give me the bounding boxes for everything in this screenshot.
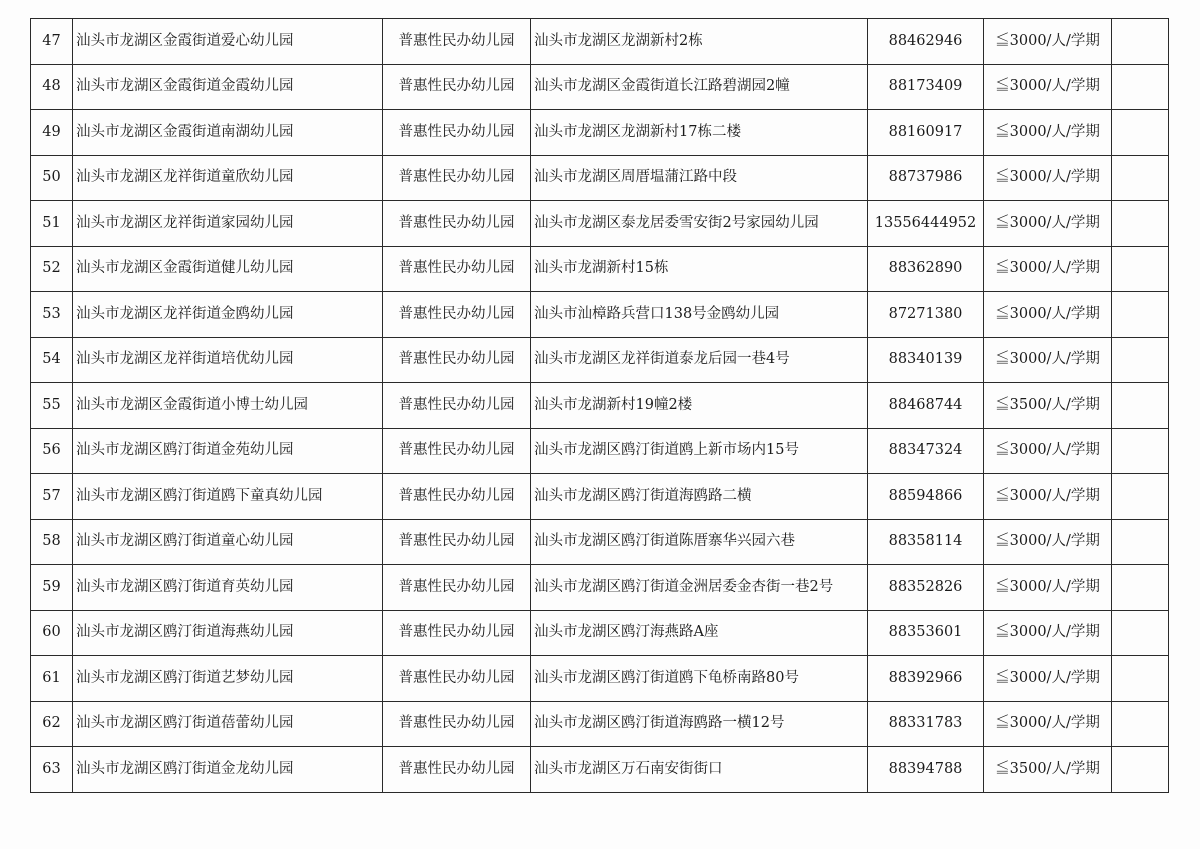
- table-row: [31, 246, 1169, 292]
- table-body: [31, 19, 1169, 793]
- fee-standard: ≦3000/人/学期: [984, 155, 1112, 201]
- kindergarten-name: 汕头市龙湖区金霞街道健儿幼儿园: [73, 246, 383, 292]
- kindergarten-address: 汕头市龙湖区金霞街道长江路碧湖园2幢: [531, 64, 868, 110]
- table-row: [31, 701, 1169, 747]
- table-row: [31, 201, 1169, 247]
- fee-standard: ≦3000/人/学期: [984, 610, 1112, 656]
- kindergarten-name: 汕头市龙湖区龙祥街道金鸥幼儿园: [73, 292, 383, 338]
- table-row: [31, 474, 1169, 520]
- note-cell: [1112, 292, 1169, 338]
- kindergarten-address: 汕头市龙湖区龙湖新村17栋二楼: [531, 110, 868, 156]
- table-row: [31, 656, 1169, 702]
- note-cell: [1112, 747, 1169, 793]
- contact-phone: 88394788: [868, 747, 984, 793]
- row-number: 62: [31, 701, 73, 747]
- kindergarten-name: 汕头市龙湖区金霞街道南湖幼儿园: [73, 110, 383, 156]
- kindergarten-address: 汕头市龙湖新村15栋: [531, 246, 868, 292]
- contact-phone: 88362890: [868, 246, 984, 292]
- contact-phone: 88594866: [868, 474, 984, 520]
- row-number: 63: [31, 747, 73, 793]
- table-row: [31, 428, 1169, 474]
- row-number: 56: [31, 428, 73, 474]
- kindergarten-name: 汕头市龙湖区鸥汀街道鸥下童真幼儿园: [73, 474, 383, 520]
- contact-phone: 88352826: [868, 565, 984, 611]
- contact-phone: 88468744: [868, 383, 984, 429]
- fee-standard: ≦3000/人/学期: [984, 110, 1112, 156]
- kindergarten-type: 普惠性民办幼儿园: [383, 246, 531, 292]
- note-cell: [1112, 474, 1169, 520]
- kindergarten-name: 汕头市龙湖区龙祥街道童欣幼儿园: [73, 155, 383, 201]
- kindergarten-type: 普惠性民办幼儿园: [383, 747, 531, 793]
- kindergarten-name: 汕头市龙湖区鸥汀街道艺梦幼儿园: [73, 656, 383, 702]
- note-cell: [1112, 155, 1169, 201]
- contact-phone: 88392966: [868, 656, 984, 702]
- table-row: [31, 565, 1169, 611]
- kindergarten-address: 汕头市龙湖新村19幢2楼: [531, 383, 868, 429]
- row-number: 49: [31, 110, 73, 156]
- note-cell: [1112, 337, 1169, 383]
- kindergarten-name: 汕头市龙湖区鸥汀街道童心幼儿园: [73, 519, 383, 565]
- contact-phone: 88331783: [868, 701, 984, 747]
- contact-phone: 87271380: [868, 292, 984, 338]
- fee-standard: ≦3500/人/学期: [984, 747, 1112, 793]
- contact-phone: 88173409: [868, 64, 984, 110]
- row-number: 53: [31, 292, 73, 338]
- kindergarten-name: 汕头市龙湖区鸥汀街道蓓蕾幼儿园: [73, 701, 383, 747]
- contact-phone: 13556444952: [868, 201, 984, 247]
- kindergarten-table: [30, 18, 1169, 793]
- kindergarten-address: 汕头市龙湖区鸥汀街道海鸥路二横: [531, 474, 868, 520]
- kindergarten-name: 汕头市龙湖区鸥汀街道育英幼儿园: [73, 565, 383, 611]
- fee-standard: ≦3000/人/学期: [984, 701, 1112, 747]
- kindergarten-type: 普惠性民办幼儿园: [383, 19, 531, 65]
- note-cell: [1112, 610, 1169, 656]
- table-row: [31, 519, 1169, 565]
- fee-standard: ≦3000/人/学期: [984, 565, 1112, 611]
- fee-standard: ≦3000/人/学期: [984, 64, 1112, 110]
- kindergarten-name: 汕头市龙湖区金霞街道金霞幼儿园: [73, 64, 383, 110]
- fee-standard: ≦3000/人/学期: [984, 519, 1112, 565]
- contact-phone: 88737986: [868, 155, 984, 201]
- kindergarten-address: 汕头市龙湖区龙祥街道泰龙后园一巷4号: [531, 337, 868, 383]
- note-cell: [1112, 383, 1169, 429]
- kindergarten-address: 汕头市龙湖区鸥汀街道海鸥路一横12号: [531, 701, 868, 747]
- kindergarten-address: 汕头市龙湖区鸥汀街道金洲居委金杏街一巷2号: [531, 565, 868, 611]
- fee-standard: ≦3000/人/学期: [984, 246, 1112, 292]
- kindergarten-address: 汕头市龙湖区龙湖新村2栋: [531, 19, 868, 65]
- note-cell: [1112, 64, 1169, 110]
- table-row: [31, 383, 1169, 429]
- kindergarten-type: 普惠性民办幼儿园: [383, 383, 531, 429]
- contact-phone: 88340139: [868, 337, 984, 383]
- kindergarten-name: 汕头市龙湖区金霞街道爱心幼儿园: [73, 19, 383, 65]
- kindergarten-name: 汕头市龙湖区龙祥街道培优幼儿园: [73, 337, 383, 383]
- table-row: [31, 747, 1169, 793]
- kindergarten-address: 汕头市龙湖区鸥汀海燕路A座: [531, 610, 868, 656]
- kindergarten-address: 汕头市龙湖区周厝塭蒲江路中段: [531, 155, 868, 201]
- table-row: [31, 610, 1169, 656]
- kindergarten-type: 普惠性民办幼儿园: [383, 428, 531, 474]
- kindergarten-type: 普惠性民办幼儿园: [383, 292, 531, 338]
- fee-standard: ≦3000/人/学期: [984, 19, 1112, 65]
- note-cell: [1112, 428, 1169, 474]
- note-cell: [1112, 656, 1169, 702]
- row-number: 61: [31, 656, 73, 702]
- row-number: 57: [31, 474, 73, 520]
- note-cell: [1112, 110, 1169, 156]
- kindergarten-name: 汕头市龙湖区龙祥街道家园幼儿园: [73, 201, 383, 247]
- table-row: [31, 110, 1169, 156]
- row-number: 50: [31, 155, 73, 201]
- contact-phone: 88462946: [868, 19, 984, 65]
- row-number: 60: [31, 610, 73, 656]
- row-number: 55: [31, 383, 73, 429]
- fee-standard: ≦3000/人/学期: [984, 428, 1112, 474]
- contact-phone: 88353601: [868, 610, 984, 656]
- kindergarten-type: 普惠性民办幼儿园: [383, 155, 531, 201]
- kindergarten-type: 普惠性民办幼儿园: [383, 64, 531, 110]
- table-row: [31, 337, 1169, 383]
- kindergarten-address: 汕头市龙湖区鸥汀街道鸥下龟桥南路80号: [531, 656, 868, 702]
- kindergarten-type: 普惠性民办幼儿园: [383, 110, 531, 156]
- kindergarten-name: 汕头市龙湖区鸥汀街道海燕幼儿园: [73, 610, 383, 656]
- note-cell: [1112, 246, 1169, 292]
- row-number: 52: [31, 246, 73, 292]
- row-number: 58: [31, 519, 73, 565]
- kindergarten-address: 汕头市龙湖区鸥汀街道陈厝寨华兴园六巷: [531, 519, 868, 565]
- kindergarten-name: 汕头市龙湖区鸥汀街道金苑幼儿园: [73, 428, 383, 474]
- fee-standard: ≦3000/人/学期: [984, 656, 1112, 702]
- table-row: [31, 155, 1169, 201]
- row-number: 48: [31, 64, 73, 110]
- fee-standard: ≦3000/人/学期: [984, 201, 1112, 247]
- kindergarten-name: 汕头市龙湖区金霞街道小博士幼儿园: [73, 383, 383, 429]
- fee-standard: ≦3500/人/学期: [984, 383, 1112, 429]
- kindergarten-type: 普惠性民办幼儿园: [383, 201, 531, 247]
- note-cell: [1112, 201, 1169, 247]
- fee-standard: ≦3000/人/学期: [984, 474, 1112, 520]
- fee-standard: ≦3000/人/学期: [984, 292, 1112, 338]
- table-row: [31, 292, 1169, 338]
- kindergarten-type: 普惠性民办幼儿园: [383, 701, 531, 747]
- fee-standard: ≦3000/人/学期: [984, 337, 1112, 383]
- kindergarten-type: 普惠性民办幼儿园: [383, 519, 531, 565]
- kindergarten-type: 普惠性民办幼儿园: [383, 565, 531, 611]
- kindergarten-address: 汕头市龙湖区泰龙居委雪安街2号家园幼儿园: [531, 201, 868, 247]
- kindergarten-type: 普惠性民办幼儿园: [383, 337, 531, 383]
- kindergarten-address: 汕头市龙湖区鸥汀街道鸥上新市场内15号: [531, 428, 868, 474]
- table-row: [31, 19, 1169, 65]
- kindergarten-type: 普惠性民办幼儿园: [383, 610, 531, 656]
- note-cell: [1112, 701, 1169, 747]
- kindergarten-address: 汕头市龙湖区万石南安街街口: [531, 747, 868, 793]
- kindergarten-name: 汕头市龙湖区鸥汀街道金龙幼儿园: [73, 747, 383, 793]
- kindergarten-address: 汕头市汕樟路兵营口138号金鸥幼儿园: [531, 292, 868, 338]
- contact-phone: 88347324: [868, 428, 984, 474]
- note-cell: [1112, 19, 1169, 65]
- row-number: 54: [31, 337, 73, 383]
- contact-phone: 88358114: [868, 519, 984, 565]
- table-row: [31, 64, 1169, 110]
- row-number: 51: [31, 201, 73, 247]
- kindergarten-type: 普惠性民办幼儿园: [383, 474, 531, 520]
- row-number: 47: [31, 19, 73, 65]
- contact-phone: 88160917: [868, 110, 984, 156]
- row-number: 59: [31, 565, 73, 611]
- note-cell: [1112, 519, 1169, 565]
- kindergarten-type: 普惠性民办幼儿园: [383, 656, 531, 702]
- note-cell: [1112, 565, 1169, 611]
